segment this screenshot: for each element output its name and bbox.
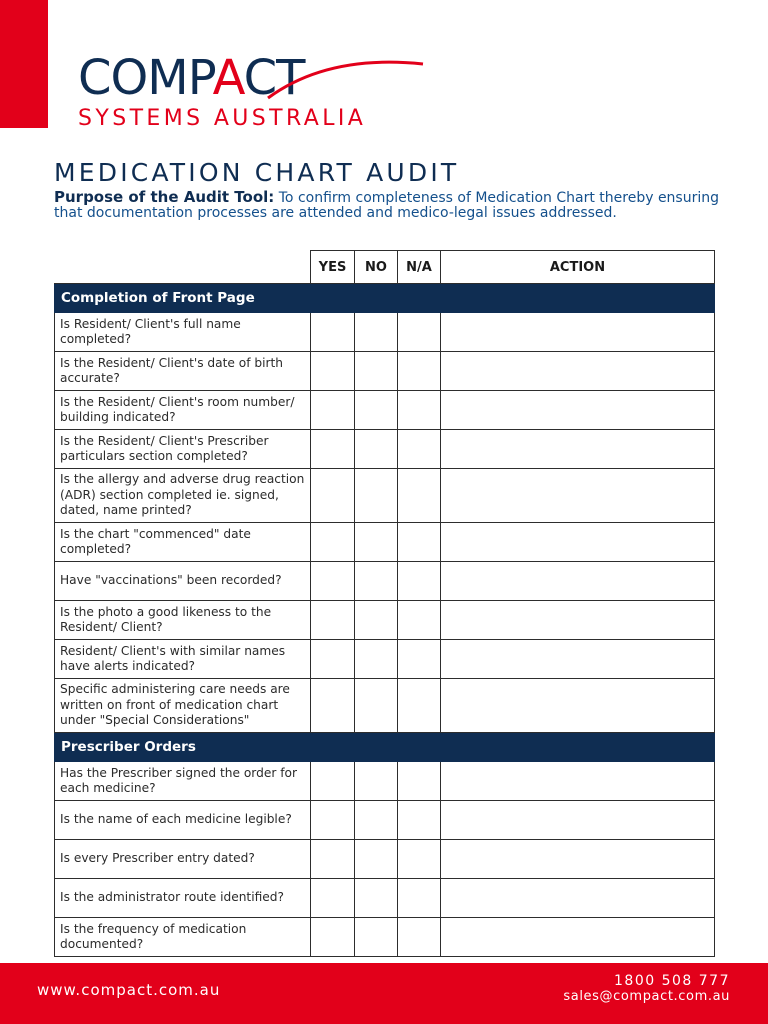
header-no: NO xyxy=(355,251,398,284)
table-row xyxy=(55,762,715,801)
action-cell[interactable] xyxy=(441,918,715,957)
no-cell[interactable] xyxy=(355,918,398,957)
action-cell[interactable] xyxy=(441,562,715,601)
table-row xyxy=(55,562,715,601)
action-cell[interactable] xyxy=(441,523,715,562)
question-text: Is the Resident/ Client's Prescriber particulars section completed? xyxy=(55,430,311,469)
table-row xyxy=(55,469,715,523)
yes-cell[interactable] xyxy=(311,523,355,562)
table-header-row xyxy=(55,251,715,284)
no-cell[interactable] xyxy=(355,801,398,840)
section-front-page xyxy=(55,284,715,313)
question-text: Is the administrator route identified? xyxy=(55,879,311,918)
no-cell[interactable] xyxy=(355,469,398,523)
table-row xyxy=(55,601,715,640)
yes-cell[interactable] xyxy=(311,601,355,640)
no-cell[interactable] xyxy=(355,523,398,562)
yes-cell[interactable] xyxy=(311,762,355,801)
yes-cell[interactable] xyxy=(311,391,355,430)
logo-tagline: SYSTEMS AUSTRALIA xyxy=(78,106,367,131)
question-text: Is every Prescriber entry dated? xyxy=(55,840,311,879)
header-action: ACTION xyxy=(441,251,715,284)
purpose-text: To confirm completeness of Medication Chart thereby ensuring that documentation processes are attended and medico-legal issues addressed. xyxy=(54,190,720,221)
action-cell[interactable] xyxy=(441,601,715,640)
yes-cell[interactable] xyxy=(311,313,355,352)
company-logo xyxy=(78,50,428,134)
no-cell[interactable] xyxy=(355,762,398,801)
question-text: Has the Prescriber signed the order for each medicine? xyxy=(55,762,311,801)
na-cell[interactable] xyxy=(398,430,441,469)
yes-cell[interactable] xyxy=(311,679,355,733)
no-cell[interactable] xyxy=(355,679,398,733)
corner-red-block xyxy=(0,0,48,128)
phone-number[interactable]: 1800 508 777 xyxy=(614,973,730,989)
na-cell[interactable] xyxy=(398,469,441,523)
na-cell[interactable] xyxy=(398,918,441,957)
table-row xyxy=(55,391,715,430)
na-cell[interactable] xyxy=(398,391,441,430)
table-row xyxy=(55,523,715,562)
yes-cell[interactable] xyxy=(311,469,355,523)
na-cell[interactable] xyxy=(398,879,441,918)
question-text: Resident/ Client's with similar names have alerts indicated? xyxy=(55,640,311,679)
yes-cell[interactable] xyxy=(311,352,355,391)
yes-cell[interactable] xyxy=(311,918,355,957)
yes-cell[interactable] xyxy=(311,430,355,469)
action-cell[interactable] xyxy=(441,469,715,523)
action-cell[interactable] xyxy=(441,352,715,391)
question-text: Specific administering care needs are written on front of medication chart under "Special Considerations" xyxy=(55,679,311,733)
question-text: Is the name of each medicine legible? xyxy=(55,801,311,840)
na-cell[interactable] xyxy=(398,640,441,679)
logo-wordmark: COMPACT xyxy=(78,50,305,106)
footer-bar xyxy=(0,963,768,1024)
no-cell[interactable] xyxy=(355,601,398,640)
yes-cell[interactable] xyxy=(311,840,355,879)
purpose-label: Purpose of the Audit Tool: xyxy=(54,188,275,206)
yes-cell[interactable] xyxy=(311,562,355,601)
purpose-statement xyxy=(54,190,734,221)
table-row xyxy=(55,313,715,352)
action-cell[interactable] xyxy=(441,640,715,679)
table-row xyxy=(55,918,715,957)
document-title: MEDICATION CHART AUDIT xyxy=(54,158,460,187)
header-yes: YES xyxy=(311,251,355,284)
header-blank xyxy=(55,251,311,284)
na-cell[interactable] xyxy=(398,801,441,840)
question-text: Is the allergy and adverse drug reaction (ADR) section completed ie. signed, dated, name printed? xyxy=(55,469,311,523)
email-link[interactable]: sales@compact.com.au xyxy=(563,989,730,1004)
action-cell[interactable] xyxy=(441,840,715,879)
action-cell[interactable] xyxy=(441,430,715,469)
no-cell[interactable] xyxy=(355,313,398,352)
table-row xyxy=(55,430,715,469)
na-cell[interactable] xyxy=(398,313,441,352)
question-text: Is the Resident/ Client's date of birth accurate? xyxy=(55,352,311,391)
action-cell[interactable] xyxy=(441,313,715,352)
na-cell[interactable] xyxy=(398,840,441,879)
table-row xyxy=(55,352,715,391)
yes-cell[interactable] xyxy=(311,640,355,679)
action-cell[interactable] xyxy=(441,762,715,801)
action-cell[interactable] xyxy=(441,879,715,918)
audit-table xyxy=(54,250,715,957)
question-text: Is Resident/ Client's full name completed? xyxy=(55,313,311,352)
no-cell[interactable] xyxy=(355,391,398,430)
no-cell[interactable] xyxy=(355,430,398,469)
no-cell[interactable] xyxy=(355,562,398,601)
table-row xyxy=(55,679,715,733)
question-text: Is the Resident/ Client's room number/ building indicated? xyxy=(55,391,311,430)
no-cell[interactable] xyxy=(355,352,398,391)
no-cell[interactable] xyxy=(355,879,398,918)
action-cell[interactable] xyxy=(441,679,715,733)
na-cell[interactable] xyxy=(398,352,441,391)
website-link[interactable]: www.compact.com.au xyxy=(37,981,221,999)
na-cell[interactable] xyxy=(398,601,441,640)
table-row xyxy=(55,840,715,879)
action-cell[interactable] xyxy=(441,801,715,840)
footer-contact xyxy=(563,974,730,1004)
section-title: Prescriber Orders xyxy=(55,733,715,762)
header-na: N/A xyxy=(398,251,441,284)
table-row xyxy=(55,801,715,840)
na-cell[interactable] xyxy=(398,562,441,601)
question-text: Have "vaccinations" been recorded? xyxy=(55,562,311,601)
no-cell[interactable] xyxy=(355,840,398,879)
question-text: Is the chart "commenced" date completed? xyxy=(55,523,311,562)
na-cell[interactable] xyxy=(398,679,441,733)
table-row xyxy=(55,640,715,679)
na-cell[interactable] xyxy=(398,523,441,562)
na-cell[interactable] xyxy=(398,762,441,801)
table-row xyxy=(55,879,715,918)
action-cell[interactable] xyxy=(441,391,715,430)
yes-cell[interactable] xyxy=(311,801,355,840)
question-text: Is the photo a good likeness to the Resident/ Client? xyxy=(55,601,311,640)
question-text: Is the frequency of medication documented? xyxy=(55,918,311,957)
yes-cell[interactable] xyxy=(311,879,355,918)
section-title: Completion of Front Page xyxy=(55,284,715,313)
no-cell[interactable] xyxy=(355,640,398,679)
section-prescriber-orders xyxy=(55,733,715,762)
